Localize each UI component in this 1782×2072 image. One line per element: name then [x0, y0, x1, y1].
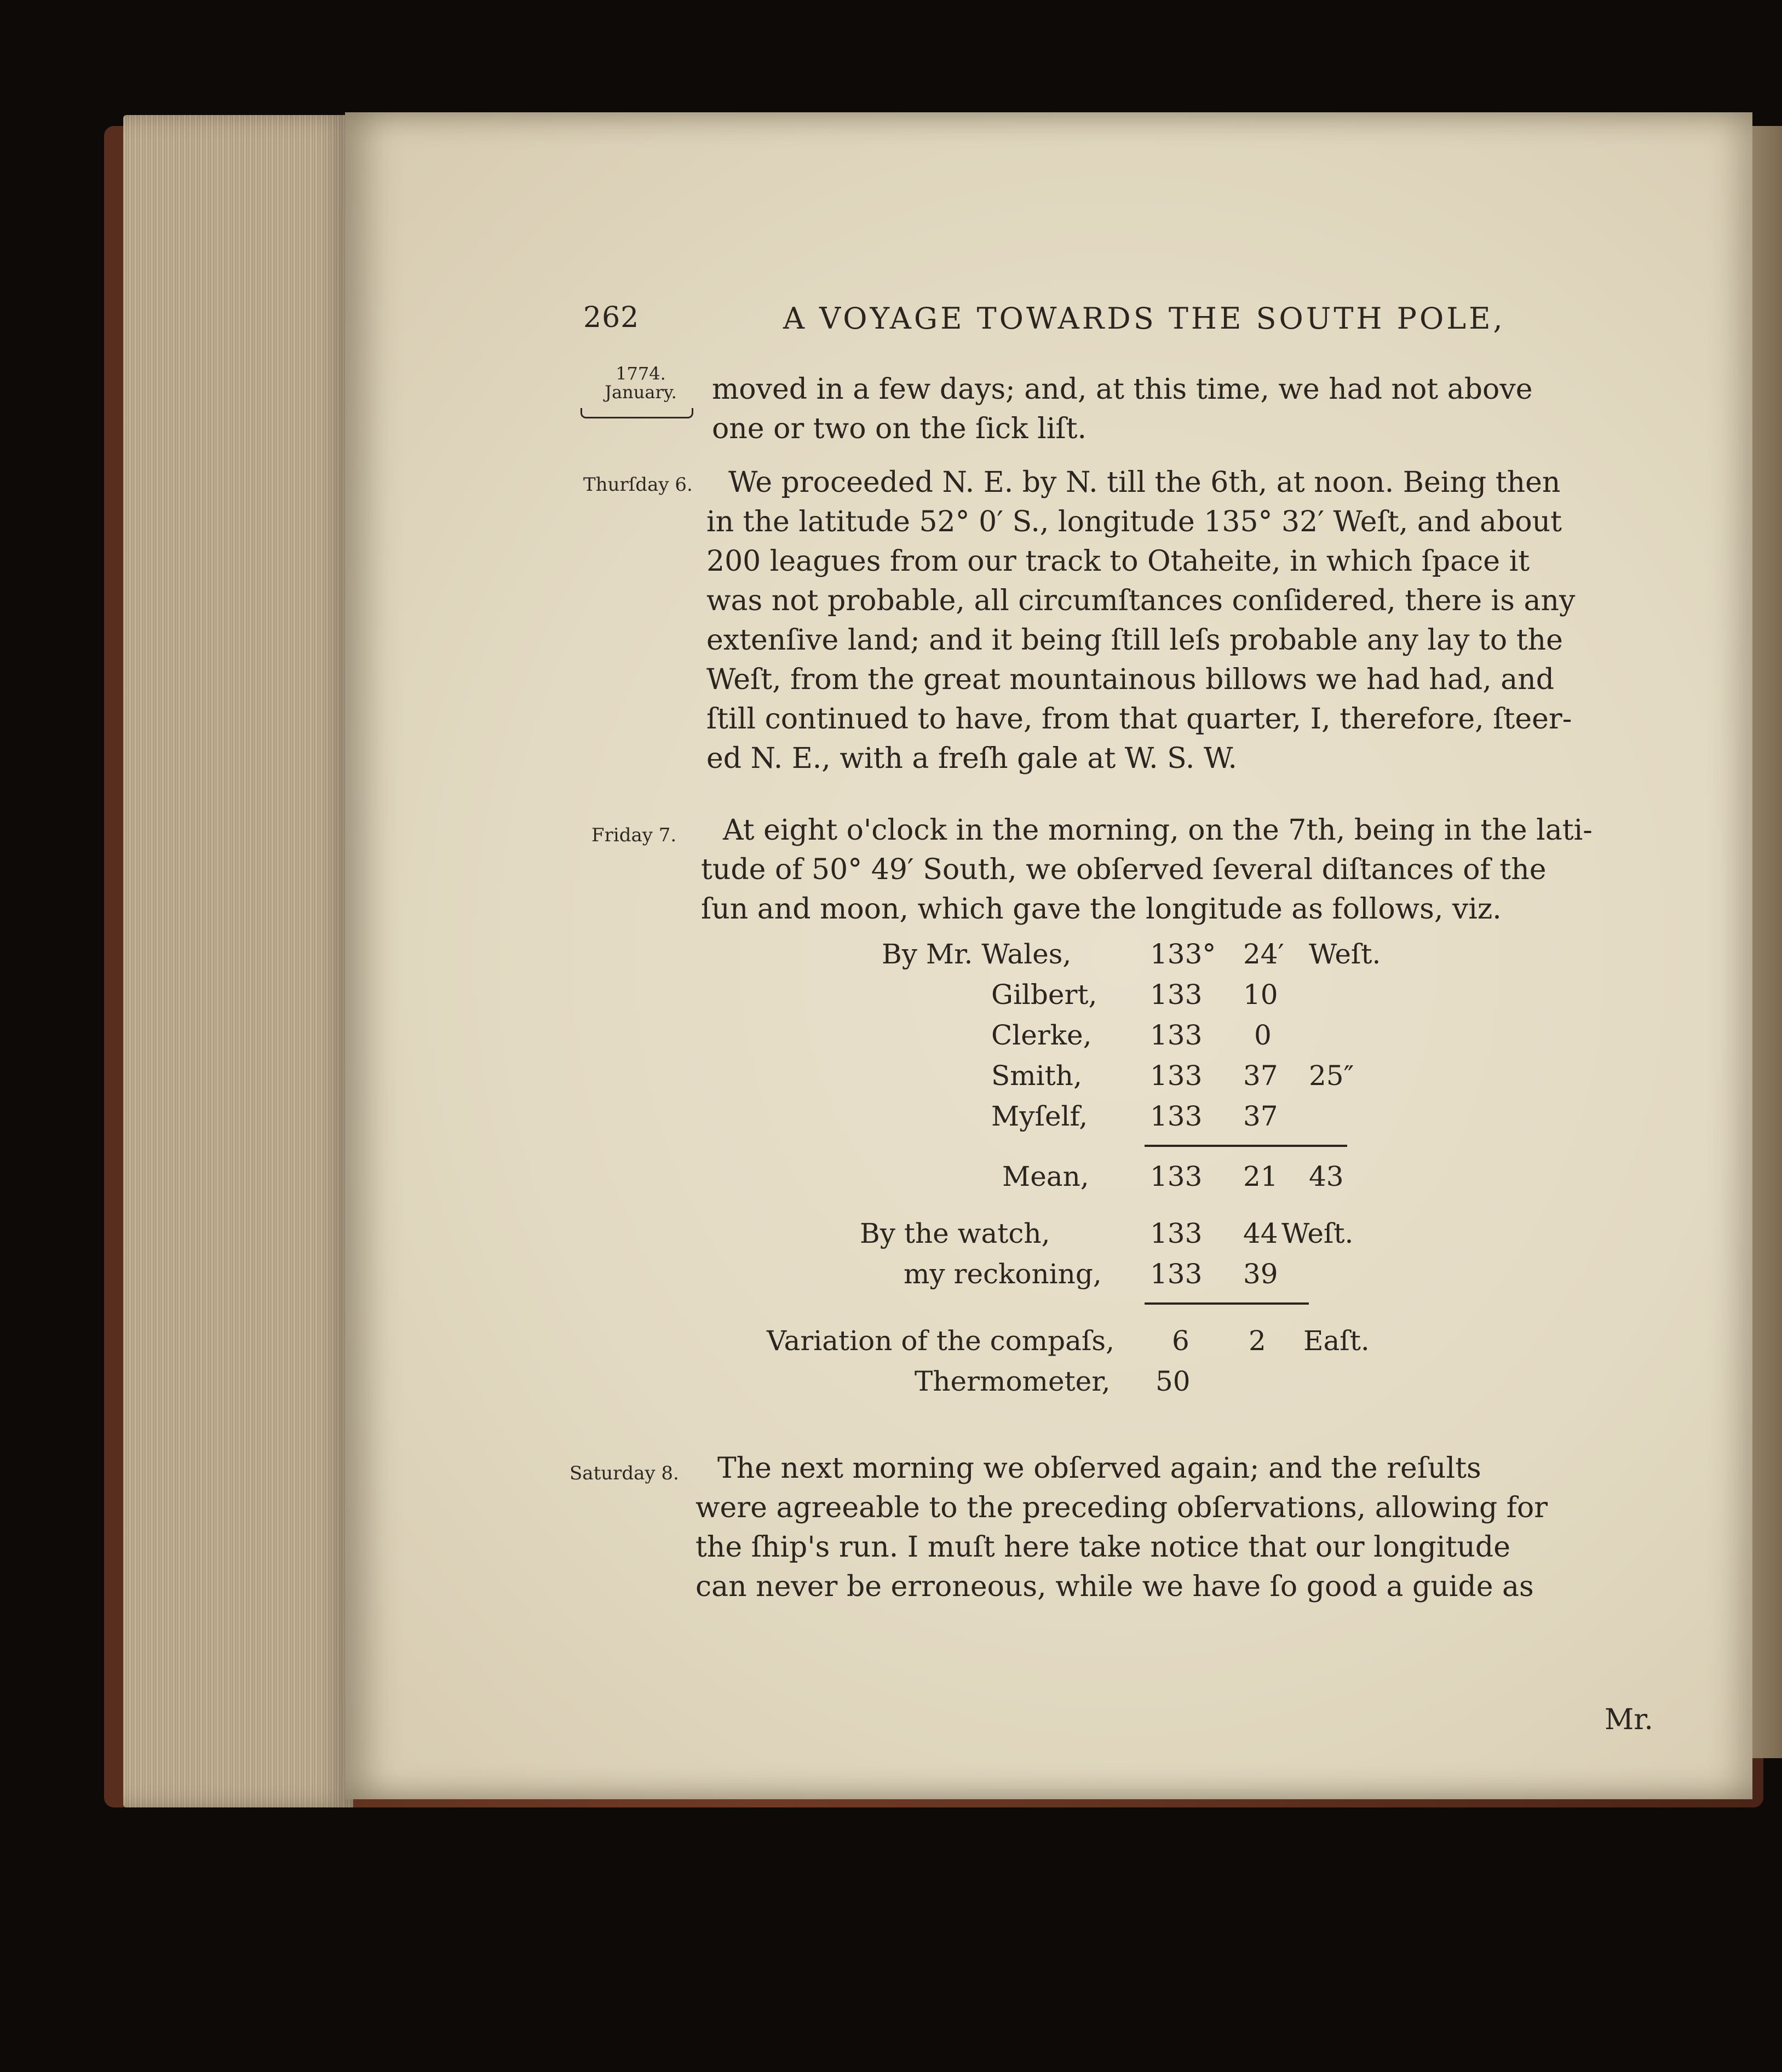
text-line: in the latitude 52° 0′ S., longitude 135° 32′ Weſt, and about [706, 506, 1562, 538]
margin-month: January. [605, 382, 677, 403]
text-line: extenſive land; and it being ſtill leſs probable any lay to the [706, 624, 1563, 657]
minutes: 2 [1249, 1325, 1266, 1357]
page-number: 262 [583, 301, 640, 334]
margin-note-friday: Friday 7. [591, 824, 677, 846]
text-line: tude of 50° 49′ South, we obſerved ſeveral diſtances of the [701, 853, 1547, 886]
table-rule [1145, 1302, 1309, 1305]
minutes: 39 [1243, 1258, 1278, 1290]
reckoning-label: my reckoning, [904, 1258, 1102, 1290]
minutes: 10 [1243, 979, 1278, 1011]
observer-label: Myſelf, [991, 1100, 1088, 1132]
degrees: 133 [1150, 979, 1203, 1011]
watch-label: By the watch, [860, 1218, 1050, 1249]
degrees: 6 [1172, 1325, 1189, 1357]
degrees: 133 [1150, 1060, 1203, 1092]
text-line: one or two on the ſick liſt. [712, 412, 1087, 445]
minutes: 37 [1243, 1100, 1278, 1132]
minutes: 0 [1254, 1019, 1272, 1051]
degrees: 133 [1150, 1218, 1203, 1249]
book-page [345, 112, 1752, 1799]
margin-year: 1774. [616, 363, 666, 384]
text-line: Weſt, from the great mountainous billows we had had, and [706, 663, 1555, 696]
minutes: 21 [1243, 1161, 1278, 1192]
margin-note-thursday: Thurſday 6. [583, 474, 693, 496]
text-line: ſun and moon, which gave the longitude as follows, viz. [701, 893, 1502, 926]
seconds: 25″ [1309, 1060, 1354, 1092]
text-line: the ſhip's run. I muſt here take notice that our longitude [695, 1531, 1510, 1564]
text-line: At eight o'clock in the morning, on the 7th, being in the lati- [723, 814, 1593, 847]
thermometer-value: 50 [1156, 1365, 1191, 1397]
direction: Eaſt. [1303, 1325, 1370, 1357]
observer-label: Clerke, [991, 1019, 1092, 1051]
catchword: Mr. [1605, 1703, 1653, 1736]
minutes: 44 [1243, 1218, 1278, 1249]
page-edges [123, 115, 353, 1807]
degrees: 133 [1150, 1258, 1203, 1290]
text-line: ed N. E., with a freſh gale at W. S. W. [706, 742, 1237, 775]
degrees: 133 [1150, 1100, 1203, 1132]
seconds: 43 [1309, 1161, 1344, 1192]
text-line: moved in a few days; and, at this time, we had not above [712, 373, 1533, 406]
text-line: ſtill continued to have, from that quarter, I, therefore, ſteer- [706, 703, 1572, 736]
thermometer-label: Thermometer, [915, 1365, 1111, 1397]
direction: Weſt. [1281, 1218, 1354, 1249]
degrees: 133 [1150, 1161, 1203, 1192]
table-rule [1145, 1145, 1347, 1147]
degrees: 133 [1150, 1019, 1203, 1051]
variation-label: Variation of the compaſs, [767, 1325, 1114, 1357]
text-line: The next morning we obſerved again; and the reſults [717, 1452, 1481, 1485]
page-title: A VOYAGE TOWARDS THE SOUTH POLE, [783, 301, 1505, 336]
direction: Weſt. [1309, 938, 1381, 970]
minutes: 37 [1243, 1060, 1278, 1092]
margin-note-saturday: Saturday 8. [570, 1462, 679, 1484]
observer-label: By Mr. Wales, [882, 938, 1072, 970]
degrees: 133° [1150, 938, 1216, 970]
text-line: was not probable, all circumſtances conſidered, there is any [706, 584, 1576, 617]
observer-label: Gilbert, [991, 979, 1097, 1011]
paragraph-4 [695, 1449, 1548, 1606]
text-line: were agreeable to the preceding obſervations, allowing for [695, 1491, 1548, 1524]
mean-label: Mean, [1002, 1161, 1089, 1192]
text-line: 200 leagues from our track to Otaheite, in which ſpace it [706, 545, 1530, 578]
text-line: We proceeded N. E. by N. till the 6th, at noon. Being then [728, 466, 1561, 499]
observer-label: Smith, [991, 1060, 1082, 1092]
minutes: 24′ [1243, 938, 1284, 970]
text-line: can never be erroneous, while we have ſo good a guide as [695, 1570, 1534, 1603]
